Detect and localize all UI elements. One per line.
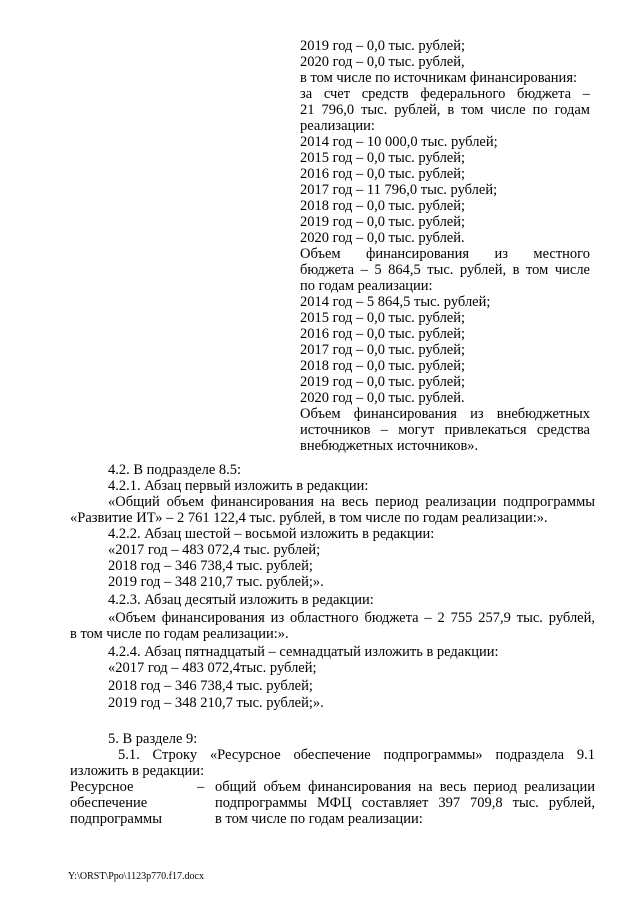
paragraph-line: 4.2.2. Абзац шестой – восьмой изложить в редакции: xyxy=(108,526,435,542)
paragraph-line: изложить в редакции: xyxy=(70,763,205,779)
paragraph-line: 2019 год – 348 210,7 тыс. рублей;». xyxy=(108,695,324,711)
paragraph-line: 4.2.1. Абзац первый изложить в редакции: xyxy=(108,478,369,494)
right-col-line: по годам реализации: xyxy=(300,278,433,294)
paragraph-line: «2017 год – 483 072,4тыс. рублей; xyxy=(108,660,317,676)
paragraph-line: 2018 год – 346 738,4 тыс. рублей; xyxy=(108,678,313,694)
paragraph-line: «Объем финансирования из областного бюджета – 2 755 257,9 тыс. рублей, xyxy=(108,610,595,626)
right-col-line: 2020 год – 0,0 тыс. рублей. xyxy=(300,390,465,406)
paragraph-line: «Развитие ИТ» – 2 761 122,4 тыс. рублей, в том числе по годам реализации:». xyxy=(70,510,548,526)
paragraph-line: 2018 год – 346 738,4 тыс. рублей; xyxy=(108,558,313,574)
resource-label-line: обеспечение xyxy=(70,795,148,811)
resource-label-line: Ресурсное xyxy=(70,779,134,795)
right-col-line: 2017 год – 11 796,0 тыс. рублей; xyxy=(300,182,498,198)
right-col-line: 2019 год – 0,0 тыс. рублей; xyxy=(300,374,466,390)
section-heading: 5. В разделе 9: xyxy=(108,731,198,747)
paragraph-line: 2019 год – 348 210,7 тыс. рублей;». xyxy=(108,574,324,590)
file-path-footer: Y:\ORST\Ppo\1123p770.f17.docx xyxy=(68,871,204,882)
right-col-line: бюджета – 5 864,5 тыс. рублей, в том числе xyxy=(300,262,590,278)
right-col-line: Объем финансирования из местного xyxy=(300,246,590,262)
right-col-line: 2016 год – 0,0 тыс. рублей; xyxy=(300,166,466,182)
right-col-line: 2015 год – 0,0 тыс. рублей; xyxy=(300,150,466,166)
right-col-line: 2014 год – 5 864,5 тыс. рублей; xyxy=(300,294,491,310)
paragraph-line: «2017 год – 483 072,4 тыс. рублей; xyxy=(108,542,321,558)
right-col-line: 21 796,0 тыс. рублей, в том числе по годам xyxy=(300,102,590,118)
right-col-line: за счет средств федерального бюджета – xyxy=(300,86,590,102)
right-col-line: 2016 год – 0,0 тыс. рублей; xyxy=(300,326,466,342)
right-col-line: реализации: xyxy=(300,118,375,134)
right-col-line: 2018 год – 0,0 тыс. рублей; xyxy=(300,358,466,374)
right-col-line: 2020 год – 0,0 тыс. рублей, xyxy=(300,54,465,70)
resource-text-line: в том числе по годам реализации: xyxy=(215,811,423,827)
right-col-line: в том числе по источникам финансирования: xyxy=(300,70,578,86)
resource-dash: – xyxy=(197,779,205,795)
right-col-line: 2019 год – 0,0 тыс. рублей; xyxy=(300,214,466,230)
right-col-line: 2019 год – 0,0 тыс. рублей; xyxy=(300,38,466,54)
paragraph-line: в том числе по годам реализации:». xyxy=(70,626,289,642)
section-heading: 4.2. В подразделе 8.5: xyxy=(108,462,242,478)
resource-text-line: подпрограммы МФЦ составляет 397 709,8 тыс. рублей, xyxy=(215,795,595,811)
right-col-line: 2020 год – 0,0 тыс. рублей. xyxy=(300,230,465,246)
right-col-line: внебюджетных источников». xyxy=(300,438,479,454)
resource-label-line: подпрограммы xyxy=(70,811,162,827)
right-col-line: источников – могут привлекаться средства xyxy=(300,422,590,438)
resource-text-line: общий объем финансирования на весь период реализации xyxy=(215,779,595,795)
paragraph-line: 4.2.3. Абзац десятый изложить в редакции: xyxy=(108,592,374,608)
right-col-line: 2017 год – 0,0 тыс. рублей; xyxy=(300,342,466,358)
paragraph-line: «Общий объем финансирования на весь период реализации подпрограммы xyxy=(108,494,595,510)
right-col-line: 2014 год – 10 000,0 тыс. рублей; xyxy=(300,134,498,150)
right-col-line: 2015 год – 0,0 тыс. рублей; xyxy=(300,310,466,326)
right-col-line: Объем финансирования из внебюджетных xyxy=(300,406,590,422)
paragraph-line: 4.2.4. Абзац пятнадцатый – семнадцатый изложить в редакции: xyxy=(108,644,499,660)
paragraph-line: 5.1. Строку «Ресурсное обеспечение подпрограммы» подраздела 9.1 xyxy=(118,747,595,763)
right-col-line: 2018 год – 0,0 тыс. рублей; xyxy=(300,198,466,214)
